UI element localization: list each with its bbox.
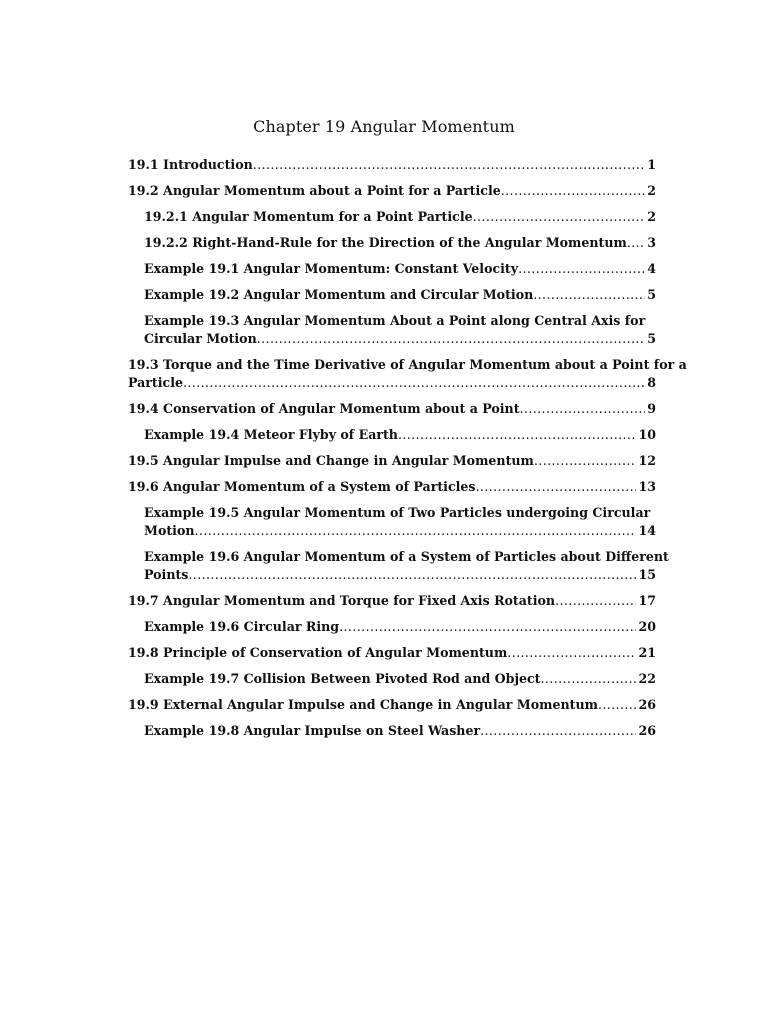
- toc-entry-page: 13: [638, 479, 656, 494]
- dot-leader: [398, 426, 637, 444]
- toc-entry-text-line1: Example 19.5 Angular Momentum of Two Particles undergoing Circular: [144, 505, 651, 520]
- toc-entry-text: 19.6 Angular Momentum of a System of Particles: [128, 479, 476, 494]
- dot-leader: [598, 696, 637, 714]
- toc-entry[interactable]: [128, 260, 656, 278]
- toc-entry-text-line1: Example 19.3 Angular Momentum About a Point along Central Axis for: [144, 313, 646, 328]
- dot-leader: [253, 156, 645, 174]
- toc-entry[interactable]: [128, 452, 656, 470]
- toc-entry-page: 15: [638, 567, 656, 582]
- toc-entry[interactable]: [128, 234, 656, 252]
- toc-entry-text: 19.2 Angular Momentum about a Point for a Particle: [128, 183, 501, 198]
- toc-entry-page: 5: [647, 331, 656, 346]
- toc-entry[interactable]: [128, 286, 656, 304]
- toc-entry[interactable]: [128, 548, 669, 584]
- toc-entry-text: Circular Motion: [144, 331, 257, 346]
- toc-entry-page: 22: [638, 671, 656, 686]
- toc-entry-text: 19.8 Principle of Conservation of Angular Momentum: [128, 645, 508, 660]
- dot-leader: [507, 644, 636, 662]
- toc-entry[interactable]: [128, 722, 656, 740]
- toc-entry[interactable]: [128, 156, 656, 174]
- dot-leader: [476, 478, 637, 496]
- dot-leader: [534, 452, 637, 470]
- toc-entry-text: 19.1 Introduction: [128, 157, 253, 172]
- toc-entry[interactable]: [128, 696, 656, 714]
- toc-entry-text: Particle: [128, 375, 183, 390]
- toc-entry-page: 20: [638, 619, 656, 634]
- toc-entry-page: 9: [647, 401, 656, 416]
- dot-leader: [541, 670, 637, 688]
- toc-entry[interactable]: [128, 592, 656, 610]
- toc-entry[interactable]: [128, 426, 656, 444]
- toc-entry-text: Example 19.2 Angular Momentum and Circular Motion: [144, 287, 534, 302]
- toc-entry-page: 4: [647, 261, 656, 276]
- toc-entry-page: 17: [638, 593, 656, 608]
- dot-leader: [501, 182, 645, 200]
- toc-entry-page: 14: [638, 523, 656, 538]
- toc-entry[interactable]: [128, 478, 656, 496]
- toc-entry[interactable]: [128, 356, 687, 392]
- dot-leader: [555, 592, 636, 610]
- toc-entry-text: 19.2.2 Right-Hand-Rule for the Direction of the Angular Momentum: [144, 235, 627, 250]
- toc-entry-page: 3: [647, 235, 656, 250]
- toc-entry-page: 2: [647, 183, 656, 198]
- dot-leader: [257, 330, 646, 348]
- dot-leader: [195, 522, 637, 540]
- toc-entry-text: Points: [144, 567, 189, 582]
- toc-entry-text: Example 19.4 Meteor Flyby of Earth: [144, 427, 398, 442]
- toc-entry-text: 19.5 Angular Impulse and Change in Angular Momentum: [128, 453, 534, 468]
- toc-entry[interactable]: [128, 208, 656, 226]
- toc-entry-page: 10: [638, 427, 656, 442]
- toc-entry[interactable]: [128, 618, 656, 636]
- toc-entry-text: Motion: [144, 523, 195, 538]
- toc-entry-text: 19.2.1 Angular Momentum for a Point Particle: [144, 209, 473, 224]
- dot-leader: [473, 208, 646, 226]
- toc-entry-page: 26: [638, 697, 656, 712]
- toc-entry-page: 21: [638, 645, 656, 660]
- toc-entry-text: 19.9 External Angular Impulse and Change in Angular Momentum: [128, 697, 598, 712]
- toc-entry-text: Example 19.1 Angular Momentum: Constant Velocity: [144, 261, 519, 276]
- toc-entry-text: Example 19.6 Circular Ring: [144, 619, 340, 634]
- toc-entry-text: Example 19.8 Angular Impulse on Steel Washer: [144, 723, 481, 738]
- toc-entry-text: 19.7 Angular Momentum and Torque for Fixed Axis Rotation: [128, 593, 556, 608]
- toc-entry-page: 5: [647, 287, 656, 302]
- toc-entry-text: 19.4 Conservation of Angular Momentum about a Point: [128, 401, 520, 416]
- toc-entry-page: 1: [647, 157, 656, 172]
- toc-entry-page: 12: [638, 453, 656, 468]
- chapter-title: Chapter 19 Angular Momentum: [253, 117, 515, 136]
- toc-entry[interactable]: [128, 182, 656, 200]
- dot-leader: [183, 374, 645, 392]
- dot-leader: [518, 260, 645, 278]
- dot-leader: [480, 722, 636, 740]
- toc-entry[interactable]: [128, 504, 656, 540]
- toc-entry-text: Example 19.7 Collision Between Pivoted Rod and Object: [144, 671, 541, 686]
- toc-entry-page: 26: [638, 723, 656, 738]
- toc-entry-page: 2: [647, 209, 656, 224]
- dot-leader: [627, 234, 645, 252]
- dot-leader: [520, 400, 646, 418]
- dot-leader: [533, 286, 645, 304]
- dot-leader: [339, 618, 636, 636]
- toc-entry-text-line1: Example 19.6 Angular Momentum of a System of Particles about Different: [144, 549, 669, 564]
- table-of-contents: [128, 156, 687, 748]
- toc-entry-page: 8: [647, 375, 656, 390]
- toc-entry[interactable]: [128, 644, 656, 662]
- toc-entry[interactable]: [128, 670, 656, 688]
- toc-entry[interactable]: [128, 400, 656, 418]
- toc-entry[interactable]: [128, 312, 656, 348]
- dot-leader: [188, 566, 636, 584]
- toc-entry-text-line1: 19.3 Torque and the Time Derivative of Angular Momentum about a Point for a: [128, 357, 687, 372]
